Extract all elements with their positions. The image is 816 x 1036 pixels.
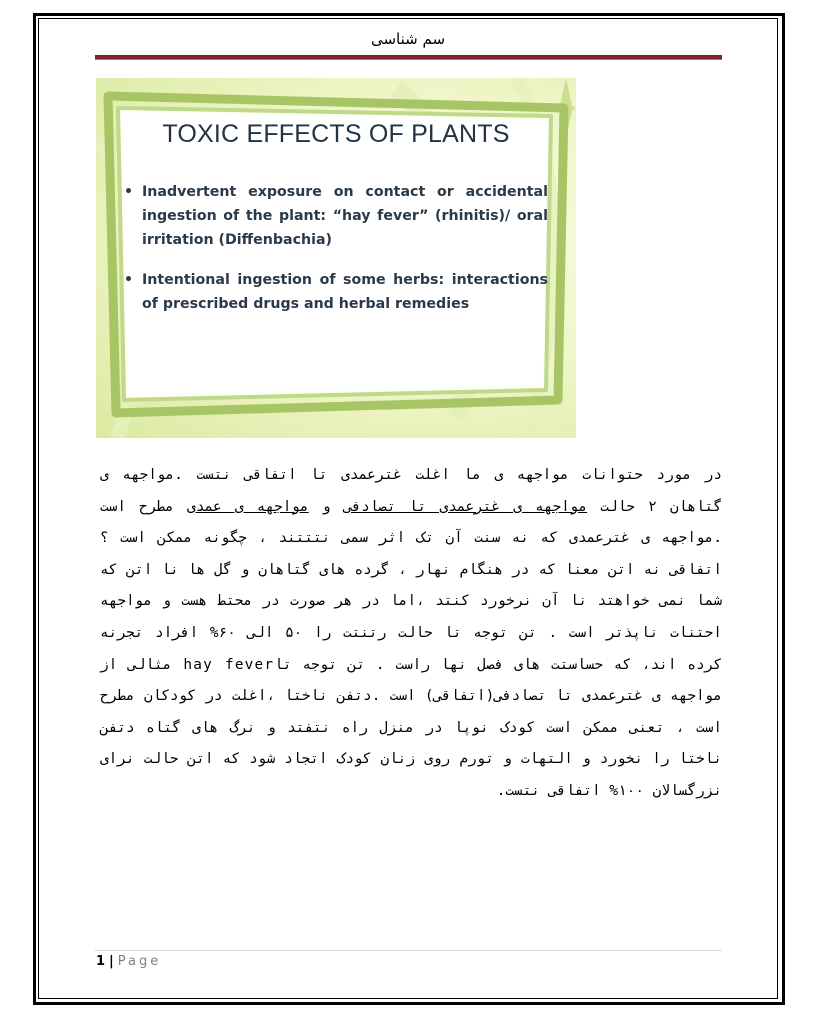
slide-bullet-1: • Inadvertent exposure on contact or accidental ingestion of the plant: “hay fever” (rhinitis)/ oral irritation (Diffenbachia) (124, 180, 548, 252)
underlined-term-intentional: مواجهه ی عمدی (187, 498, 309, 515)
bullet-icon: • (124, 272, 134, 288)
slide-title: TOXIC EFFECTS OF PLANTS (162, 120, 510, 148)
header-title: سم شناسی (370, 30, 446, 48)
slide-image (96, 78, 576, 438)
footer-separator: | (109, 954, 114, 969)
bullet-icon: • (124, 184, 134, 200)
body-paragraph: در مورد حتوانات مواجهه ی ما اغلت غترعمدی تا اتفاقی نتست .مواجهه ی گتاهان ۲ حالت مواجهه ی غترعمدی تا تصادفی و مواجهه ی عمدی مطرح است .مواجهه ی غترعمدی که نه سنت آن تک اثر سمی نتتتند ، چگونه ممکن است ؟اتفاقی نه اتن معنا که در هنگام نهار ، گرده های گتاهان و گل ها نا اتن که شما نمی خواهتد نا آن نرخورد کنتد ،اما در هر صورت در محتط هست و مواجهه احتنات ناپذتر است . تن توجه تا حالت رتنتت را ۵۰ الی ۶۰% افراد تجرنه کرده اند، که حساستت های فصل نها راست . تن توجه تاhay fever مثالی از مواجهه ی غترعمدی تا تصادفی(اتفاقی) است .دتفن ناختا ،اغلت در کودکان مطرح است ، تعنی ممکن است کودک نوپا در منزل راه نتفتد و نرگ های گتاه دتفن ناختا را نخورد و التهات و تورم روی زنان کودک اتجاد شود که اتن حالت نرای نزرگسالان ۱۰۰% اتفاقی نتست. (100, 467, 722, 799)
page-number: 1 (96, 954, 106, 969)
slide-bullet-2: • Intentional ingestion of some herbs: interactions of prescribed drugs and herbal remedies (124, 268, 548, 316)
slide-bullet-list (124, 180, 548, 332)
footer-rule (95, 950, 722, 951)
header-rule (95, 55, 722, 60)
underlined-term-unintentional: مواجهه ی غترعمدی تا تصادفی (343, 498, 588, 515)
page-footer (96, 954, 161, 969)
page-word: Page (117, 954, 162, 969)
